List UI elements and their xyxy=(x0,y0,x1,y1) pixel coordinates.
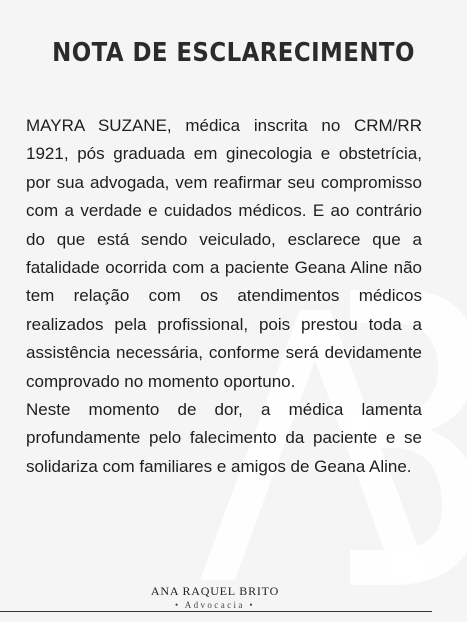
firm-subtitle: • Advocacia • xyxy=(175,600,255,610)
statement-paragraph: MAYRA SUZANE, médica inscrita no CRM/RR 1921, pós graduada em ginecologia e obstetrícia, por sua advogada, vem reafirmar seu compromisso com a verdade e cuidados médicos. E ao contrário do que está sendo veiculado, esclarece que a fatalidade ocorrida com a paciente Geana Aline não tem relação com os atendimentos médicos realizados pela profissional, pois prestou toda a assistência necessária, conforme será devidamente comprovado no momento oportuno. xyxy=(26,116,422,391)
firm-name: ANA RAQUEL BRITO xyxy=(150,584,280,598)
statement-body xyxy=(26,112,422,481)
footer-divider xyxy=(0,611,432,612)
statement-paragraph: Neste momento de dor, a médica lamenta profundamente pelo falecimento da paciente e se solidariza com familiares e amigos de Geana Aline. xyxy=(26,400,422,476)
page-title: NOTA DE ESCLARECIMENTO xyxy=(52,38,415,68)
